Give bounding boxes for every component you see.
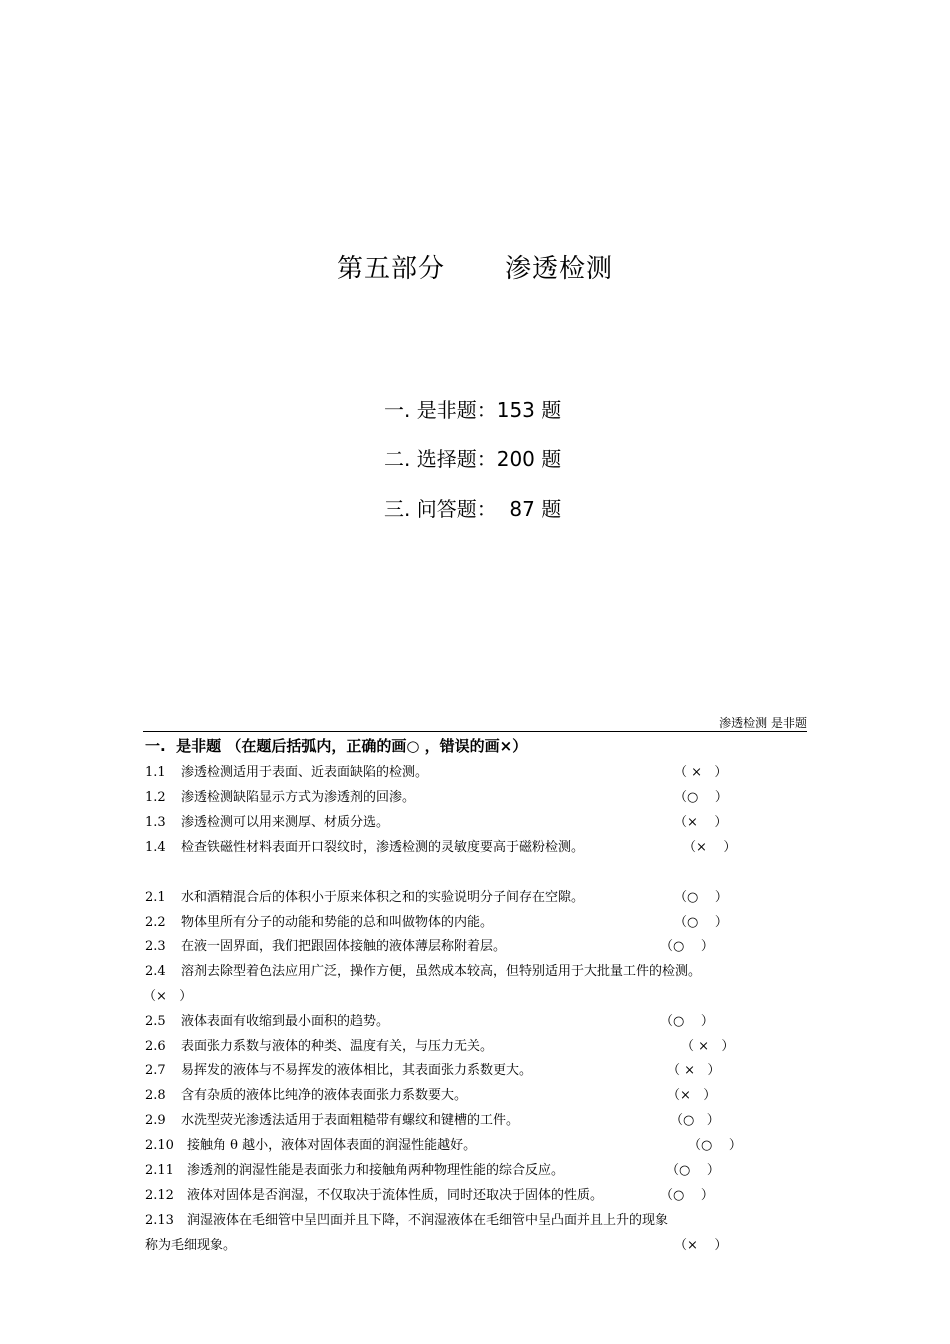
answer-2-7: （ × ） <box>667 1063 721 1078</box>
question-1-2: 1.2 渗透检测缺陷显示方式为渗透剂的回渗。 <box>145 790 416 805</box>
answer-2-6: （ × ） <box>681 1039 735 1054</box>
question-2-7: 2.7 易挥发的液体与不易挥发的液体相比，其表面张力系数更大。 <box>145 1063 533 1078</box>
page-title <box>0 248 950 285</box>
question-1-4: 1.4 检查铁磁性材料表面开口裂纹时，渗透检测的灵敏度要高于磁粉检测。 <box>145 840 585 855</box>
answer-2-9: （○ ） <box>670 1113 720 1128</box>
header-rule <box>143 731 807 732</box>
answer-1-1: （ × ） <box>674 765 728 780</box>
answer-2-10: （○ ） <box>688 1138 742 1153</box>
answer-2-1: （○ ） <box>674 890 728 905</box>
part-label: 第五部分 <box>336 254 445 284</box>
question-2-3: 2.3 在液一固界面，我们把跟固体接触的液体薄层称附着层。 <box>145 939 507 954</box>
answer-1-2: （○ ） <box>674 790 728 805</box>
answer-2-5: （○ ） <box>660 1014 714 1029</box>
question-2-11: 2.11 渗透剂的润湿性能是表面张力和接触角两种物理性能的综合反应。 <box>145 1163 565 1178</box>
question-2-5: 2.5 液体表面有收缩到最小面积的趋势。 <box>145 1014 390 1029</box>
answer-2-2: （○ ） <box>674 915 728 930</box>
question-1-1: 1.1 渗透检测适用于表面、近表面缺陷的检测。 <box>145 765 429 780</box>
answer-2-12: （○ ） <box>660 1188 714 1203</box>
question-2-9: 2.9 水洗型荧光渗透法适用于表面粗糙带有螺纹和键槽的工件。 <box>145 1113 520 1128</box>
question-2-8: 2.8 含有杂质的液体比纯净的液体表面张力系数要大。 <box>145 1088 468 1103</box>
question-2-2: 2.2 物体里所有分子的动能和势能的总和叫做物体的内能。 <box>145 915 494 930</box>
summary-line-questions: 三. 问答题： 87 题 <box>384 497 562 521</box>
answer-1-4: （× ） <box>683 840 737 855</box>
question-2-6: 2.6 表面张力系数与液体的种类、温度有关，与压力无关。 <box>145 1039 494 1054</box>
question-2-10: 2.10 接触角 θ 越小，液体对固体表面的润湿性能越好。 <box>145 1138 477 1153</box>
answer-2-11: （○ ） <box>666 1163 720 1178</box>
subject-label: 渗透检测 <box>505 254 614 284</box>
answer-2-4: （× ） <box>143 989 193 1004</box>
answer-1-3: （× ） <box>674 815 728 830</box>
question-2-4: 2.4 溶剂去除型着色法应用广泛，操作方便，虽然成本较高，但特别适用于大批量工件的检测。 <box>145 964 702 979</box>
question-2-12: 2.12 液体对固体是否润湿，不仅取决于流体性质，同时还取决于固体的性质。 <box>145 1188 604 1203</box>
question-2-13-continuation: 称为毛细现象。 <box>145 1238 237 1253</box>
answer-2-13: （× ） <box>674 1238 728 1253</box>
summary-line-multiple-choice: 二. 选择题：200 题 <box>384 447 562 471</box>
answer-2-8: （× ） <box>667 1088 717 1103</box>
section-heading: 一. 是非题 （在题后括弧内，正确的画○ ，错误的画×） <box>145 737 528 755</box>
summary-line-true-false: 一. 是非题：153 题 <box>384 398 562 422</box>
question-2-13: 2.13 润湿液体在毛细管中呈凹面并且下降，不润湿液体在毛细管中呈凸面并且上升的现象 <box>145 1213 669 1228</box>
question-2-1: 2.1 水和酒精混合后的体积小于原来体积之和的实验说明分子间存在空隙。 <box>145 890 585 905</box>
question-1-3: 1.3 渗透检测可以用来测厚、材质分选。 <box>145 815 390 830</box>
running-header: 渗透检测 是非题 <box>719 716 807 730</box>
answer-2-3: （○ ） <box>660 939 714 954</box>
